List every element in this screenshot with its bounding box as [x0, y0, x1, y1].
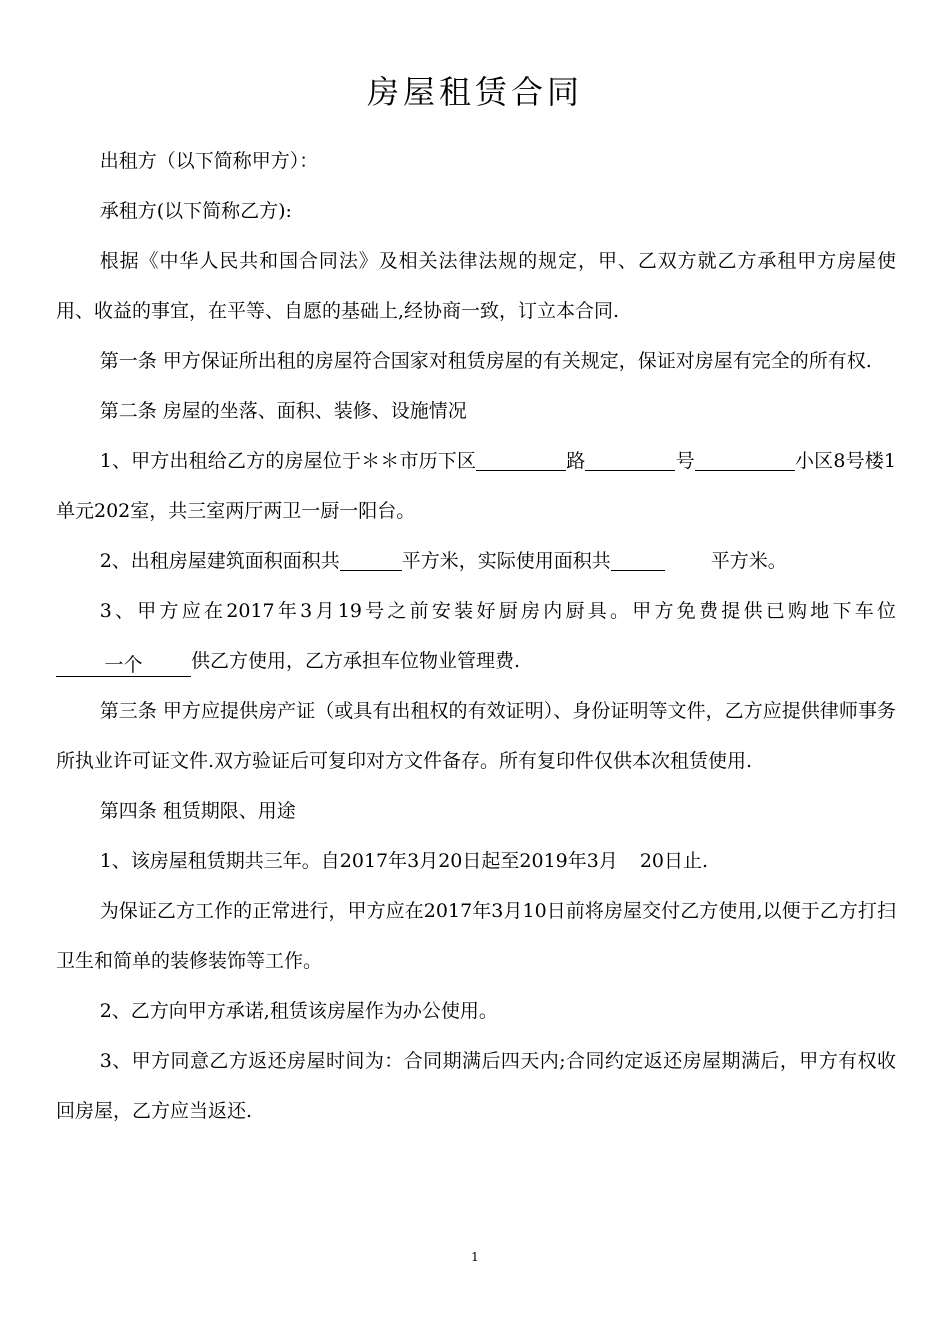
number-blank	[585, 448, 675, 471]
a2-item3-suffix: 供乙方使用，乙方承担车位物业管理费.	[191, 650, 521, 672]
road-blank	[476, 448, 566, 471]
a2-item1-road: 路	[566, 450, 586, 472]
article-4-item-3: 3、甲方同意乙方返还房屋时间为：合同期满后四天内;合同约定返还房屋期满后，甲方有权收回房屋，乙方应当返还.	[56, 1050, 896, 1122]
a2-item3-prefix: 3、甲方应在2017年3月19号之前安装好厨房内厨具。甲方免费提供已购地下车位	[99, 600, 896, 622]
a2-item1-prefix: 1、甲方出租给乙方的房屋位于＊＊市历下区	[99, 450, 477, 472]
building-area-blank	[340, 548, 402, 571]
a4-item1-suffix: 20日止.	[639, 850, 709, 872]
article-2-heading: 第二条 房屋的坐落、面积、装修、设施情况	[99, 400, 467, 422]
usable-area-blank	[611, 548, 665, 571]
document-title: 房屋租赁合同	[366, 73, 583, 111]
a2-item1-number: 号	[675, 450, 695, 472]
article-4-delivery-paragraph: 为保证乙方工作的正常进行，甲方应在2017年3月10日前将房屋交付乙方使用,以便于乙方打扫卫生和简单的装修装饰等工作。	[56, 900, 896, 972]
article-2-item-3	[56, 586, 896, 686]
contract-body	[56, 136, 896, 1136]
a2-item2-suffix: 平方米。	[710, 550, 787, 572]
a2-item2-mid: 平方米，实际使用面积共	[401, 550, 611, 572]
community-blank	[695, 448, 795, 471]
article-4-item-2: 2、乙方向甲方承诺,租赁该房屋作为办公使用。	[99, 1000, 498, 1022]
article-2-item-2	[56, 536, 896, 586]
article-4-item-1	[56, 836, 896, 886]
a2-item2-prefix: 2、出租房屋建筑面积面积共	[99, 550, 340, 572]
preamble-paragraph: 根据《中华人民共和国合同法》及相关法律法规的规定，甲、乙双方就乙方承租甲方房屋使用、收益的事宜，在平等、自愿的基础上,经协商一致，订立本合同.	[56, 250, 896, 322]
article-3-paragraph: 第三条 甲方应提供房产证（或具有出租权的有效证明）、身份证明等文件，乙方应提供律师事务所执业许可证文件.双方验证后可复印对方文件备存。所有复印件仅供本次租赁使用.	[56, 700, 896, 772]
article-2-item-1	[56, 436, 896, 536]
parking-blank: 一个	[56, 654, 191, 677]
lessor-line: 出租方（以下简称甲方）：	[99, 150, 319, 172]
article-1-paragraph: 第一条 甲方保证所出租的房屋符合国家对租赁房屋的有关规定，保证对房屋有完全的所有权.	[99, 350, 872, 372]
lessee-line: 承租方(以下简称乙方):	[99, 200, 292, 222]
a4-item1-prefix: 1、该房屋租赁期共三年。自2017年3月20日起至2019年3月	[99, 850, 618, 872]
page-number: 1	[471, 1250, 479, 1264]
article-4-heading: 第四条 租赁期限、用途	[99, 800, 296, 822]
a2-item1-suffix: 小区8号楼1单元202室，共三室两厅两卫一厨一阳台。	[56, 450, 896, 522]
